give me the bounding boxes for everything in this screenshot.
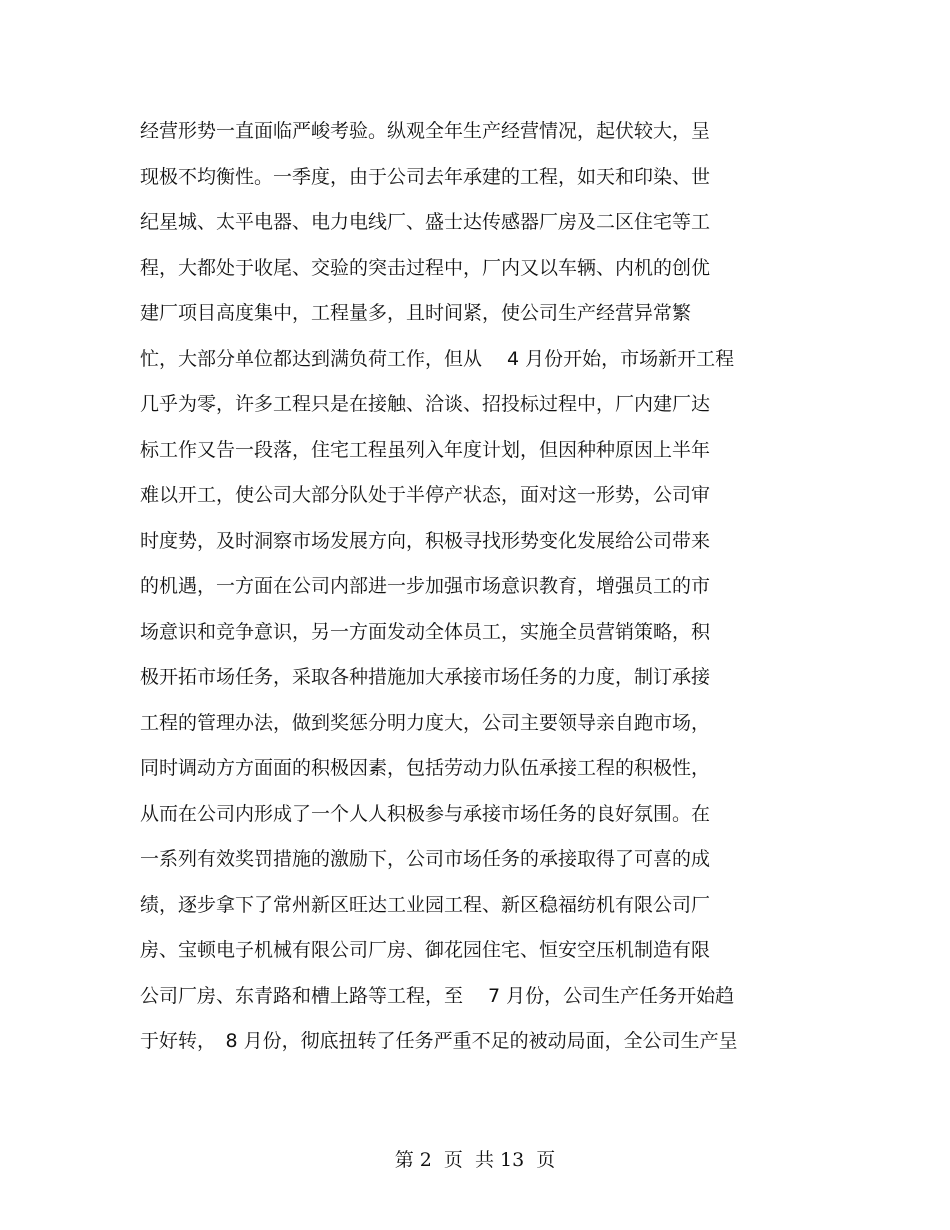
text-line: 工程的管理办法，做到奖惩分明力度大，公司主要领导亲自跑市场， (140, 711, 711, 734)
text-line: 绩，逐步拿下了常州新区旺达工业园工程、新区稳福纺机有限公司厂 (140, 893, 711, 916)
text-line: 从而在公司内形成了一个人人积极参与承接市场任务的良好氛围。在 (140, 802, 711, 825)
text-line: 极开拓市场任务，采取各种措施加大承接市场任务的力度，制订承接 (140, 666, 711, 688)
text-line: 同时调动方方面面的积极因素，包括劳动力队伍承接工程的积极性， (140, 757, 711, 779)
text-line: 房、宝顿电子机械有限公司厂房、御花园住宅、恒安空压机制造有限 (140, 939, 711, 961)
text-line: 公司厂房、东青路和槽上路等工程，至 7 月份，公司生产任务开始趋 (140, 984, 735, 1007)
text-line: 现极不均衡性。一季度，由于公司去年承建的工程，如天和印染、世 (140, 165, 711, 188)
text-line: 时度势，及时洞察市场发展方向，积极寻找形势变化发展给公司带来 (140, 529, 711, 552)
text-line: 忙，大部分单位都达到满负荷工作，但从 4 月份开始，市场新开工程 (140, 347, 735, 370)
document-body (140, 109, 820, 1065)
text-line: 程，大都处于收尾、交验的突击过程中，厂内又以车辆、内机的创优 (140, 256, 711, 279)
text-line: 的机遇，一方面在公司内部进一步加强市场意识教育，增强员工的市 (140, 575, 711, 597)
text-line: 几乎为零，许多工程只是在接触、洽谈、招投标过程中，厂内建厂达 (140, 393, 711, 415)
text-line: 于好转， 8 月份，彻底扭转了任务严重不足的被动局面，全公司生产呈 (140, 1030, 738, 1052)
page-number-footer: 第 2 页 共 13 页 (394, 1149, 556, 1171)
text-line: 纪星城、太平电器、电力电线厂、盛士达传感器厂房及二区住宅等工 (140, 211, 711, 233)
text-line: 标工作又告一段落，住宅工程虽列入年度计划，但因种种原因上半年 (140, 438, 711, 461)
text-line: 一系列有效奖罚措施的激励下，公司市场任务的承接取得了可喜的成 (140, 848, 711, 870)
text-line: 场意识和竞争意识，另一方面发动全体员工，实施全员营销策略，积 (140, 620, 711, 643)
text-line: 经营形势一直面临严峻考验。纵观全年生产经营情况，起伏较大，呈 (140, 120, 711, 142)
text-line: 建厂项目高度集中，工程量多，且时间紧，使公司生产经营异常繁 (140, 302, 692, 324)
text-line: 难以开工，使公司大部分队处于半停产状态，面对这一形势，公司审 (140, 484, 711, 506)
